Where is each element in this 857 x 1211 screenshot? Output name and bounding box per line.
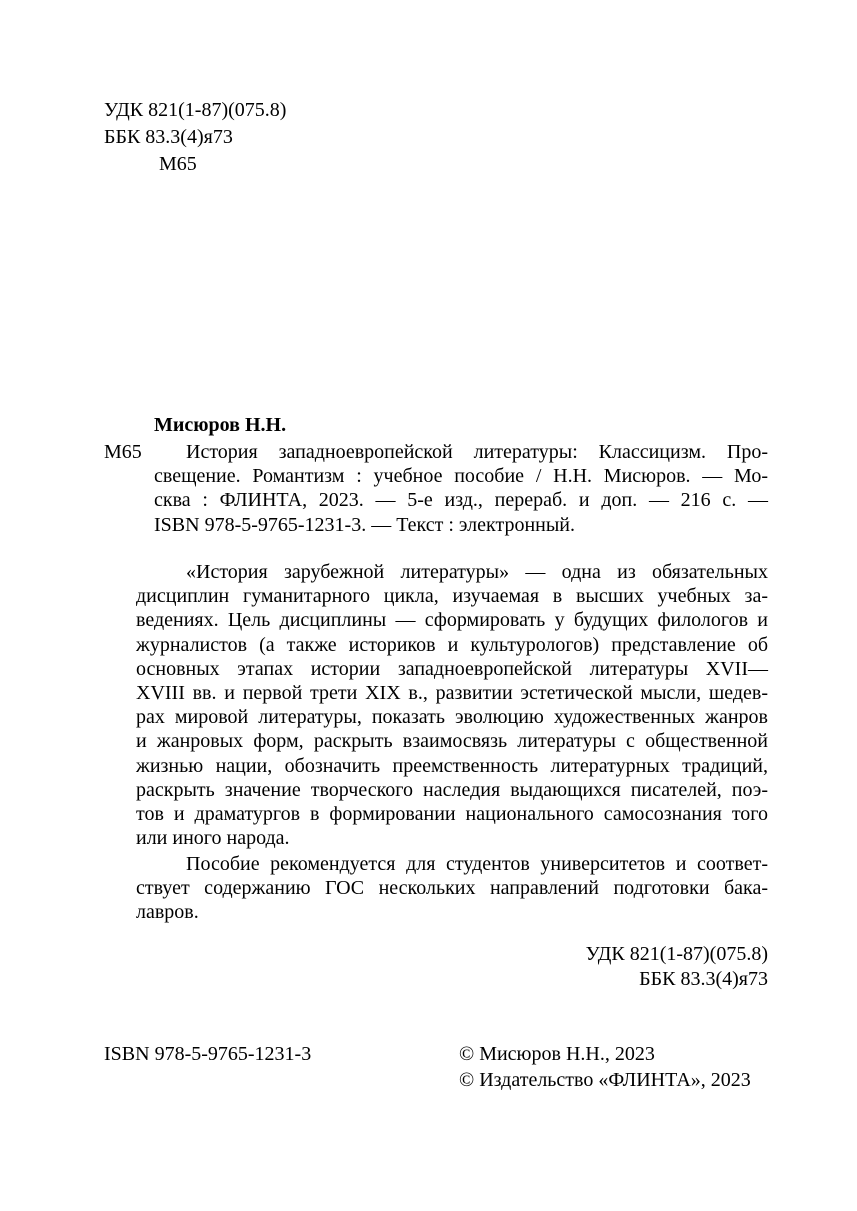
bibliography-line: ISBN 978-5-9765-1231-3. — Текст : электронный. [154, 513, 575, 536]
bbk-code-bottom: ББК 83.3(4)я73 [639, 968, 768, 990]
annotation-line: дисциплин гуманитарного цикла, изучаемая в высших учебных за- [136, 585, 768, 608]
annotation-paragraph-2 [136, 852, 768, 925]
annotation-line: основных этапах истории западноевропейской литературы XVII— [136, 657, 768, 680]
annotation-line: и жанровых форм, раскрыть взаимосвязь литературы с общественной [136, 730, 768, 753]
bibliography-line: свещение. Романтизм : учебное пособие / Н.Н. Мисюров. — Мо- [154, 465, 768, 488]
bibliography-mark: М65 [104, 441, 142, 463]
annotation-line: ствует содержанию ГОС нескольких направлений подготовки бака- [136, 877, 768, 900]
bbk-code: ББК 83.3(4)я73 [104, 126, 233, 148]
isbn: ISBN 978-5-9765-1231-3 [104, 1043, 312, 1065]
bibliography-line: История западноевропейской литературы: Классицизм. Про- [186, 441, 768, 463]
annotation-line: или иного народа. [136, 827, 290, 850]
annotation-line: жизнью нации, обозначить преемственность литературных традиций, [136, 754, 768, 777]
author-heading: Мисюров Н.Н. [154, 414, 287, 436]
udk-code-bottom: УДК 821(1-87)(075.8) [585, 943, 768, 965]
annotation-line: тов и драматургов в формировании национального самосознания того [136, 803, 768, 826]
author-mark: М65 [159, 153, 197, 175]
annotation-line: лавров. [136, 901, 199, 924]
annotation-line: «История зарубежной литературы» — одна из обязательных [186, 561, 768, 583]
bibliography-line: сква : ФЛИНТА, 2023. — 5-е изд., перераб. и доп. — 216 с. — [154, 489, 768, 512]
annotation-line: журналистов (а также историков и культурологов) представление об [136, 633, 768, 656]
udk-code: УДК 821(1-87)(075.8) [104, 99, 287, 121]
annotation-line: рах мировой литературы, показать эволюцию художественных жанров [136, 706, 768, 729]
bibliographic-description [104, 440, 768, 537]
copyright-author: © Мисюров Н.Н., 2023 [459, 1043, 655, 1065]
annotation-line: XVIII вв. и первой трети XIX в., развитии эстетической мысли, шедев- [136, 682, 768, 705]
annotation-line: Пособие рекомендуется для студентов университетов и соответ- [186, 853, 768, 875]
annotation-line: раскрыть значение творческого наследия выдающихся писателей, поэ- [136, 778, 768, 801]
annotation-line: ведениях. Цель дисциплины — сформировать у будущих филологов и [136, 609, 768, 632]
copyright-publisher: © Издательство «ФЛИНТА», 2023 [459, 1069, 751, 1091]
annotation-paragraph-1 [136, 560, 768, 850]
